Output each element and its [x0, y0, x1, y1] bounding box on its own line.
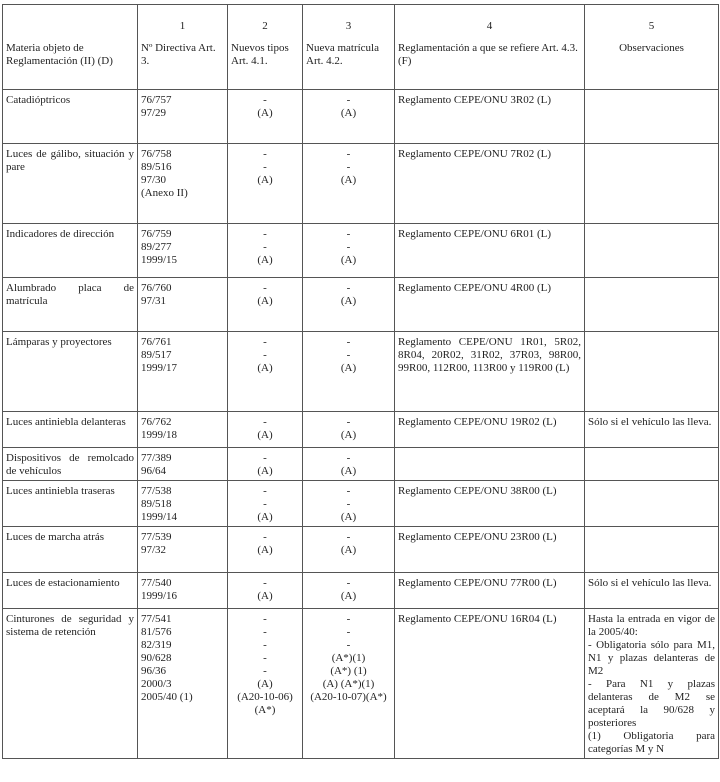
- observations-cell: [585, 448, 719, 481]
- header-directive: 1 Nº Directiva Art. 3.: [138, 5, 228, 90]
- new-types-cell-line: (A): [257, 295, 273, 307]
- table-row: [3, 90, 719, 144]
- observations-cell: [585, 527, 719, 573]
- table-row: [3, 573, 719, 609]
- observations-cell-line: Sólo si el vehículo las lleva.: [588, 416, 712, 428]
- new-registration-cell-line: (A): [340, 254, 357, 266]
- subject-cell: Luces antiniebla delanteras: [3, 412, 138, 448]
- directive-cell: [138, 527, 228, 573]
- directive-cell-line: 1999/18: [141, 429, 178, 441]
- subject-cell: Luces de estacionamiento: [3, 573, 138, 609]
- observations-cell-line: - Obligatoria sólo para M1, N1 y plazas delanteras de M2: [588, 639, 715, 677]
- regulation-cell: Reglamento CEPE/ONU 16R04 (L): [395, 609, 585, 759]
- directive-cell-line: 89/518: [141, 498, 172, 510]
- observations-cell: [585, 144, 719, 224]
- new-registration-cell-line: (A): [340, 590, 357, 602]
- table-row: [3, 144, 719, 224]
- regulation-cell: [395, 448, 585, 481]
- new-registration-cell-line: (A): [340, 465, 357, 477]
- new-types-cell: [228, 144, 303, 224]
- new-types-cell-line: (A): [257, 362, 273, 374]
- directive-cell-line: 77/541: [141, 613, 172, 625]
- directive-cell-line: 77/540: [141, 577, 172, 589]
- table-row: [3, 278, 719, 332]
- regulation-cell: Reglamento CEPE/ONU 1R01, 5R02, 8R04, 20R02, 31R02, 37R03, 98R00, 99R00, 112R00, 113R00 y 119R00 (L): [395, 332, 585, 412]
- new-registration-cell: [303, 448, 395, 481]
- observations-cell-line: Hasta la entrada en vigor de la 2005/40:: [588, 613, 715, 638]
- directive-cell: [138, 481, 228, 527]
- directive-cell-line: 76/761: [141, 336, 172, 348]
- new-types-cell: [228, 224, 303, 278]
- directive-cell-line: 76/762: [141, 416, 172, 428]
- observations-cell-line: (1) Obligatoria para categorías M y N: [588, 730, 715, 755]
- regulation-table: [2, 4, 719, 759]
- new-types-cell-line: -: [263, 665, 267, 677]
- directive-cell-line: 1999/17: [141, 362, 178, 374]
- new-types-cell-line: -: [263, 228, 267, 240]
- new-registration-cell-line: -: [346, 94, 351, 106]
- new-registration-cell: [303, 224, 395, 278]
- directive-cell-line: 89/516: [141, 161, 172, 173]
- directive-cell-line: 77/538: [141, 485, 172, 497]
- new-types-cell-line: -: [263, 577, 267, 589]
- new-types-cell-line: (A): [257, 511, 273, 523]
- observations-cell: [585, 609, 719, 759]
- observations-cell-line: Sólo si el vehículo las lleva.: [588, 577, 712, 589]
- new-types-cell: [228, 609, 303, 759]
- directive-cell-line: 76/760: [141, 282, 172, 294]
- new-registration-cell-line: (A): [340, 107, 357, 119]
- new-types-cell: [228, 448, 303, 481]
- new-types-cell-line: -: [263, 485, 267, 497]
- directive-cell-line: 76/758: [141, 148, 172, 160]
- new-registration-cell-line: -: [346, 282, 351, 294]
- observations-cell: [585, 278, 719, 332]
- new-types-cell-line: -: [263, 531, 267, 543]
- new-registration-cell-line: -: [346, 485, 351, 497]
- observations-cell-line: - Para N1 y plazas delanteras de M2 se aceptará la 90/628 y posteriores: [588, 678, 715, 729]
- regulation-cell: Reglamento CEPE/ONU 19R02 (L): [395, 412, 585, 448]
- new-types-cell-line: -: [263, 452, 267, 464]
- new-registration-cell-line: (A*) (1): [330, 665, 367, 677]
- new-registration-cell: [303, 527, 395, 573]
- observations-cell: [585, 412, 719, 448]
- header-row: [3, 5, 719, 90]
- new-types-cell-line: (A20-10-06)(A*): [237, 691, 293, 716]
- new-types-cell-line: (A): [257, 678, 273, 690]
- new-types-cell-line: -: [263, 613, 267, 625]
- directive-cell-line: 89/277: [141, 241, 172, 253]
- new-registration-cell-line: -: [346, 148, 351, 160]
- new-registration-cell-line: (A): [340, 362, 357, 374]
- directive-cell: [138, 90, 228, 144]
- directive-cell-line: 2005/40 (1): [141, 691, 193, 703]
- directive-cell: [138, 224, 228, 278]
- directive-cell-line: 97/30: [141, 174, 167, 186]
- new-types-cell: [228, 332, 303, 412]
- directive-cell-line: 89/517: [141, 349, 172, 361]
- new-types-cell-line: -: [263, 94, 267, 106]
- new-registration-cell-line: -: [346, 452, 351, 464]
- observations-cell: [585, 224, 719, 278]
- new-registration-cell: [303, 90, 395, 144]
- directive-cell-line: 97/32: [141, 544, 167, 556]
- directive-cell-line: 1999/15: [141, 254, 178, 266]
- new-types-cell-line: -: [263, 336, 267, 348]
- new-registration-cell-line: (A*)(1): [331, 652, 366, 664]
- regulation-cell: Reglamento CEPE/ONU 23R00 (L): [395, 527, 585, 573]
- directive-cell-line: 76/757: [141, 94, 172, 106]
- header-new-types: 2 Nuevos tipos Art. 4.1.: [228, 5, 303, 90]
- new-types-cell: [228, 481, 303, 527]
- new-types-cell-line: (A): [257, 429, 273, 441]
- subject-cell: Lámparas y proyectores: [3, 332, 138, 412]
- directive-cell-line: 90/628: [141, 652, 172, 664]
- directive-cell: [138, 278, 228, 332]
- directive-cell-line: (Anexo II): [141, 187, 188, 199]
- subject-cell: Indicadores de dirección: [3, 224, 138, 278]
- new-registration-cell-line: -: [346, 498, 351, 510]
- new-registration-cell-line: (A): [340, 295, 357, 307]
- new-types-cell-line: -: [263, 416, 267, 428]
- directive-cell-line: 81/576: [141, 626, 172, 638]
- observations-cell: [585, 90, 719, 144]
- subject-cell: Alumbrado placa de matrícula: [3, 278, 138, 332]
- new-types-cell: [228, 90, 303, 144]
- new-types-cell-line: -: [263, 282, 267, 294]
- directive-cell-line: 1999/14: [141, 511, 178, 523]
- new-registration-cell: [303, 412, 395, 448]
- header-regulation: 4 Reglamentación a que se refiere Art. 4.3. (F): [395, 5, 585, 90]
- new-registration-cell: [303, 481, 395, 527]
- directive-cell-line: 77/389: [141, 452, 172, 464]
- header-new-registration: 3 Nueva matrícula Art. 4.2.: [303, 5, 395, 90]
- new-registration-cell-line: -: [346, 577, 351, 589]
- regulation-cell: Reglamento CEPE/ONU 77R00 (L): [395, 573, 585, 609]
- table-row: [3, 481, 719, 527]
- new-registration-cell: [303, 144, 395, 224]
- directive-cell-line: 2000/3: [141, 678, 172, 690]
- new-registration-cell-line: (A20-10-07)(A*): [310, 691, 387, 703]
- subject-cell: Luces de gálibo, situación y pare: [3, 144, 138, 224]
- table-row: [3, 448, 719, 481]
- new-types-cell: [228, 412, 303, 448]
- observations-cell: [585, 332, 719, 412]
- directive-cell: [138, 573, 228, 609]
- new-registration-cell-line: (A) (A*)(1): [322, 678, 375, 690]
- new-registration-cell: [303, 609, 395, 759]
- new-types-cell-line: -: [263, 241, 267, 253]
- new-types-cell-line: (A): [257, 465, 273, 477]
- new-registration-cell-line: -: [346, 613, 351, 625]
- new-types-cell-line: [231, 187, 299, 200]
- subject-cell: Cinturones de seguridad y sistema de retención: [3, 609, 138, 759]
- directive-cell-line: 1999/16: [141, 590, 178, 602]
- new-registration-cell-line: -: [346, 639, 351, 651]
- subject-cell: Luces antiniebla traseras: [3, 481, 138, 527]
- new-registration-cell-line: (A): [340, 174, 357, 186]
- table-row: [3, 224, 719, 278]
- directive-cell-line: 97/29: [141, 107, 167, 119]
- directive-cell-line: 77/539: [141, 531, 172, 543]
- table-row: [3, 332, 719, 412]
- new-registration-cell-line: (A): [340, 544, 357, 556]
- directive-cell-line: 96/36: [141, 665, 167, 677]
- directive-cell-line: 82/319: [141, 639, 172, 651]
- directive-cell: [138, 332, 228, 412]
- new-types-cell-line: (A): [257, 544, 273, 556]
- new-registration-cell-line: -: [346, 336, 351, 348]
- new-types-cell-line: -: [263, 161, 267, 173]
- new-types-cell-line: -: [263, 148, 267, 160]
- new-types-cell-line: (A): [257, 590, 273, 602]
- directive-cell-line: 97/31: [141, 295, 167, 307]
- new-types-cell-line: -: [263, 498, 267, 510]
- table-row: [3, 412, 719, 448]
- new-types-cell-line: -: [263, 652, 267, 664]
- regulation-cell: Reglamento CEPE/ONU 38R00 (L): [395, 481, 585, 527]
- new-types-cell-line: (A): [257, 174, 273, 186]
- regulation-cell: Reglamento CEPE/ONU 6R01 (L): [395, 224, 585, 278]
- new-types-cell: [228, 278, 303, 332]
- new-registration-cell-line: (A): [340, 511, 357, 523]
- new-registration-cell-line: (A): [340, 429, 357, 441]
- new-registration-cell-line: -: [346, 349, 351, 361]
- header-subject: Materia objeto de Reglamentación (II) (D): [3, 5, 138, 90]
- new-registration-cell: [303, 573, 395, 609]
- new-registration-cell-line: -: [346, 626, 351, 638]
- header-observations: 5 Observaciones: [585, 5, 719, 90]
- directive-cell: [138, 448, 228, 481]
- new-types-cell-line: (A): [257, 107, 273, 119]
- new-types-cell: [228, 573, 303, 609]
- new-registration-cell-line: -: [346, 416, 351, 428]
- directive-cell: [138, 412, 228, 448]
- directive-cell: [138, 609, 228, 759]
- subject-cell: Luces de marcha atrás: [3, 527, 138, 573]
- new-registration-cell-line: -: [346, 228, 351, 240]
- new-registration-cell: [303, 278, 395, 332]
- directive-cell-line: 96/64: [141, 465, 167, 477]
- new-types-cell-line: (A): [257, 254, 273, 266]
- regulation-cell: Reglamento CEPE/ONU 7R02 (L): [395, 144, 585, 224]
- table-row: [3, 609, 719, 759]
- new-registration-cell-line: -: [346, 161, 351, 173]
- table-row: [3, 527, 719, 573]
- directive-cell: [138, 144, 228, 224]
- regulation-cell: Reglamento CEPE/ONU 3R02 (L): [395, 90, 585, 144]
- regulation-cell: Reglamento CEPE/ONU 4R00 (L): [395, 278, 585, 332]
- subject-cell: Dispositivos de remolcado de vehículos: [3, 448, 138, 481]
- new-registration-cell: [303, 332, 395, 412]
- new-types-cell-line: -: [263, 639, 267, 651]
- subject-cell: Catadióptricos: [3, 90, 138, 144]
- new-types-cell-line: -: [263, 626, 267, 638]
- observations-cell: [585, 481, 719, 527]
- new-types-cell: [228, 527, 303, 573]
- observations-cell: [585, 573, 719, 609]
- new-registration-cell-line: [306, 187, 391, 200]
- new-registration-cell-line: -: [346, 241, 351, 253]
- new-types-cell-line: -: [263, 349, 267, 361]
- new-registration-cell-line: -: [346, 531, 351, 543]
- directive-cell-line: 76/759: [141, 228, 172, 240]
